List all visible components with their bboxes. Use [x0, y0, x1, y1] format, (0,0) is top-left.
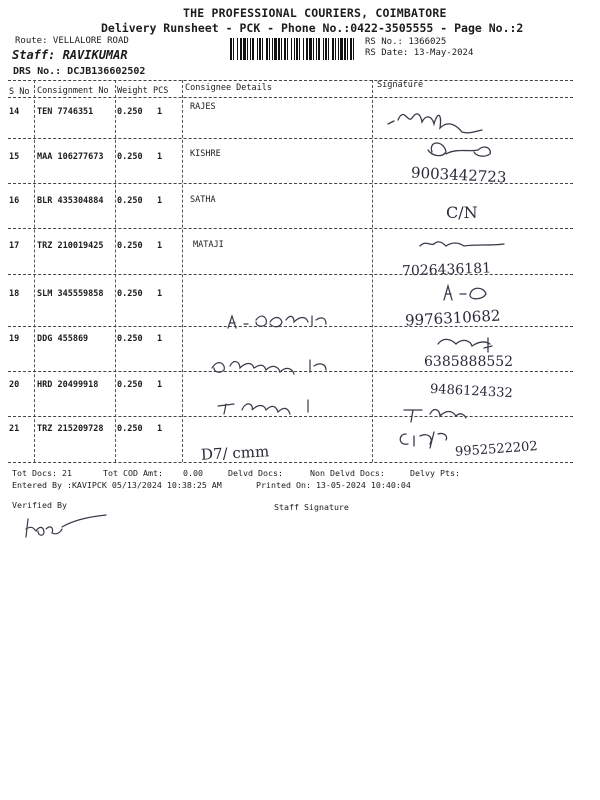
barcode-icon [230, 38, 355, 60]
row-consignee: MATAJI [193, 240, 224, 250]
row-serial: 18 [9, 289, 20, 299]
staff-signature-label: Staff Signature [274, 502, 349, 512]
column-header-weight: Weight [117, 86, 148, 96]
handwritten-names [200, 290, 370, 420]
row-serial: 21 [9, 424, 20, 434]
row-pcs: 1 [157, 289, 163, 299]
row-pcs: 1 [157, 334, 163, 344]
handwritten-signatures [380, 100, 580, 460]
handwritten-phone: 9952522202 [454, 439, 539, 460]
row-consignment: BLR 435304884 [37, 196, 104, 206]
rs-date: RS Date: 13-May-2024 [365, 48, 474, 58]
row-pcs: 1 [157, 152, 163, 162]
name-scribble [228, 316, 326, 328]
column-header-pcs: PCS [153, 86, 169, 96]
signature-scribble [404, 410, 466, 422]
rs-number: RS No.: 1366025 [365, 37, 447, 47]
row-consignment: SLM 345559858 [37, 289, 104, 299]
handwritten-phone: 9976310682 [404, 306, 501, 330]
row-pcs: 1 [157, 196, 163, 206]
name-scribble [212, 360, 326, 374]
route-label: Route: VELLALORE ROAD [15, 36, 129, 46]
row-serial: 14 [9, 107, 20, 117]
staff-label: Staff: RAVIKUMAR [12, 48, 128, 62]
row-consignment: TRZ 210019425 [37, 241, 104, 251]
handwritten-cn: C/N [446, 203, 478, 222]
printed-on: Printed On: 13-05-2024 10:40:04 [256, 480, 411, 490]
verifier-signature [22, 515, 112, 545]
column-header-signature: Signature [377, 80, 424, 90]
signature-scribble [400, 432, 446, 448]
total-cod-value: 0.00 [183, 468, 203, 478]
verified-by-label: Verified By [12, 500, 67, 510]
signature-scribble [388, 114, 482, 133]
handwritten-phone: 9486124332 [429, 381, 514, 402]
row-consignment: TEN 7746351 [37, 107, 94, 117]
row-serial: 20 [9, 380, 20, 390]
row-weight: 0.250 [117, 334, 143, 344]
entered-by: Entered By :KAVIPCK 05/13/2024 10:38:25 AM [12, 480, 222, 490]
row-pcs: 1 [157, 107, 163, 117]
signature-scribble [438, 338, 492, 352]
table-bottom-rule [8, 462, 573, 463]
header-bottom-rule [8, 97, 573, 98]
row-consignee: KISHRE [190, 149, 221, 159]
table-top-rule [8, 80, 573, 81]
handwritten-note: D7/ cmm [200, 442, 270, 464]
row-serial: 19 [9, 334, 20, 344]
signature-scribble [428, 143, 490, 156]
name-scribble [218, 400, 308, 414]
row-serial: 16 [9, 196, 20, 206]
row-consignee: SATHA [190, 195, 216, 205]
row-pcs: 1 [157, 241, 163, 251]
page-subtitle: Delivery Runsheet - PCK - Phone No.:0422-3505555 - Page No.:2 [101, 21, 524, 35]
total-docs: Tot Docs: 21 [12, 468, 72, 478]
handwritten-phone: 7026436181 [401, 260, 492, 280]
row-weight: 0.250 [117, 241, 143, 251]
row-pcs: 1 [157, 424, 163, 434]
row-serial: 15 [9, 152, 20, 162]
row-consignee: RAJES [190, 102, 216, 112]
row-serial: 17 [9, 241, 20, 251]
row-weight: 0.250 [117, 107, 143, 117]
row-consignment: HRD 20499918 [37, 380, 99, 390]
row-weight: 0.250 [117, 380, 143, 390]
column-header-sno: S No [9, 87, 30, 97]
handwritten-phone: 6385888552 [424, 354, 514, 370]
column-header-consignment: Consignment No [37, 86, 109, 96]
delivery-points: Delvy Pts: [410, 468, 460, 478]
row-weight: 0.250 [117, 289, 143, 299]
row-consignment: MAA 106277673 [37, 152, 104, 162]
row-pcs: 1 [157, 380, 163, 390]
row-weight: 0.250 [117, 196, 143, 206]
row-consignment: TRZ 215209728 [37, 424, 104, 434]
drs-number: DRS No.: DCJB136602502 [13, 66, 146, 77]
column-header-consignee: Consignee Details [185, 83, 272, 93]
row-weight: 0.250 [117, 152, 143, 162]
non-delivered-docs: Non Delvd Docs: [310, 468, 385, 478]
signature-scribble [444, 286, 486, 300]
signature-scribble [420, 242, 504, 246]
delivered-docs: Delvd Docs: [228, 468, 283, 478]
page-title: THE PROFESSIONAL COURIERS, COIMBATORE [183, 6, 447, 20]
handwritten-phone: 9003442723 [410, 163, 507, 187]
row-weight: 0.250 [117, 424, 143, 434]
total-cod-label: Tot COD Amt: [103, 468, 163, 478]
row-consignment: DDG 455869 [37, 334, 89, 344]
